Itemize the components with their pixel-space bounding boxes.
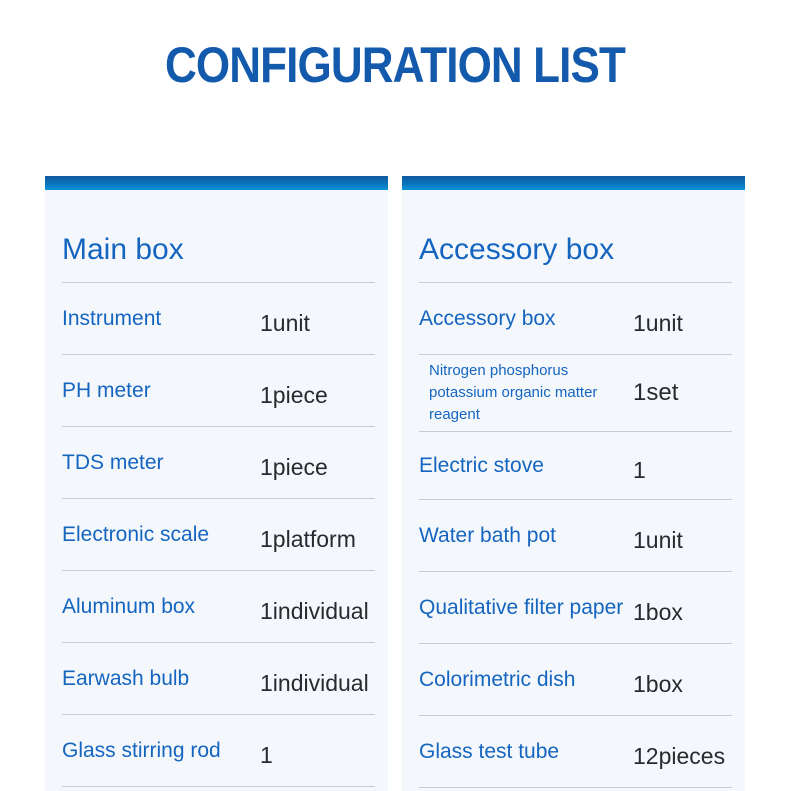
item-label: Glass stirring rod [62, 738, 221, 762]
table-row [419, 572, 732, 644]
item-label: Aluminum box [62, 594, 196, 618]
item-label: Electric stove [419, 453, 544, 477]
table-row [419, 716, 732, 788]
table-row [419, 283, 732, 355]
item-quantity: 1individual [260, 598, 369, 624]
main-box-heading [62, 190, 375, 283]
item-label: Qualitative filter paper [419, 595, 624, 619]
item-quantity: 1 [260, 742, 273, 768]
item-quantity: 1piece [260, 454, 328, 480]
main-box-heading-text: Main box [62, 233, 184, 266]
accessory-box-body [402, 190, 745, 791]
main-box-top-bar [45, 176, 388, 190]
item-quantity: 1platform [260, 526, 356, 552]
item-label: Colorimetric dish [419, 667, 576, 691]
table-row [419, 500, 732, 572]
table-row [62, 643, 375, 715]
item-quantity: 1piece [260, 382, 328, 408]
item-label: PH meter [62, 378, 151, 402]
table-row [62, 427, 375, 499]
main-box-panel [45, 176, 388, 791]
item-quantity: 1individual [260, 670, 369, 696]
item-label: Nitrogen phosphorus potassium organic matter reagent [429, 362, 598, 423]
accessory-box-heading-text: Accessory box [419, 233, 615, 266]
item-quantity: 1unit [633, 310, 683, 336]
table-row [62, 715, 375, 787]
table-row [62, 571, 375, 643]
item-label: Earwash bulb [62, 666, 190, 690]
accessory-box-heading [419, 190, 732, 283]
item-label: Electronic scale [62, 522, 210, 546]
item-quantity: 1 [633, 457, 646, 483]
table-row [62, 499, 375, 571]
main-box-body [45, 190, 388, 791]
accessory-box-panel [402, 176, 745, 791]
table-row [419, 355, 732, 432]
table-row [419, 432, 732, 500]
accessory-box-top-bar [402, 176, 745, 190]
item-quantity: 1set [633, 379, 679, 406]
item-label: Glass test tube [419, 739, 560, 763]
item-quantity: 1unit [260, 310, 310, 336]
table-row [62, 283, 375, 355]
table-row [62, 355, 375, 427]
item-label: TDS meter [62, 450, 164, 474]
item-quantity: 1box [633, 671, 683, 697]
item-quantity: 12pieces [633, 743, 726, 769]
panels-container [45, 176, 745, 791]
page-title: CONFIGURATION LIST [165, 37, 625, 93]
item-label: Instrument [62, 306, 162, 330]
item-quantity: 1unit [633, 527, 683, 553]
item-quantity: 1box [633, 599, 683, 625]
item-label: Water bath pot [419, 523, 556, 547]
table-row [419, 644, 732, 716]
item-label: Accessory box [419, 306, 556, 330]
